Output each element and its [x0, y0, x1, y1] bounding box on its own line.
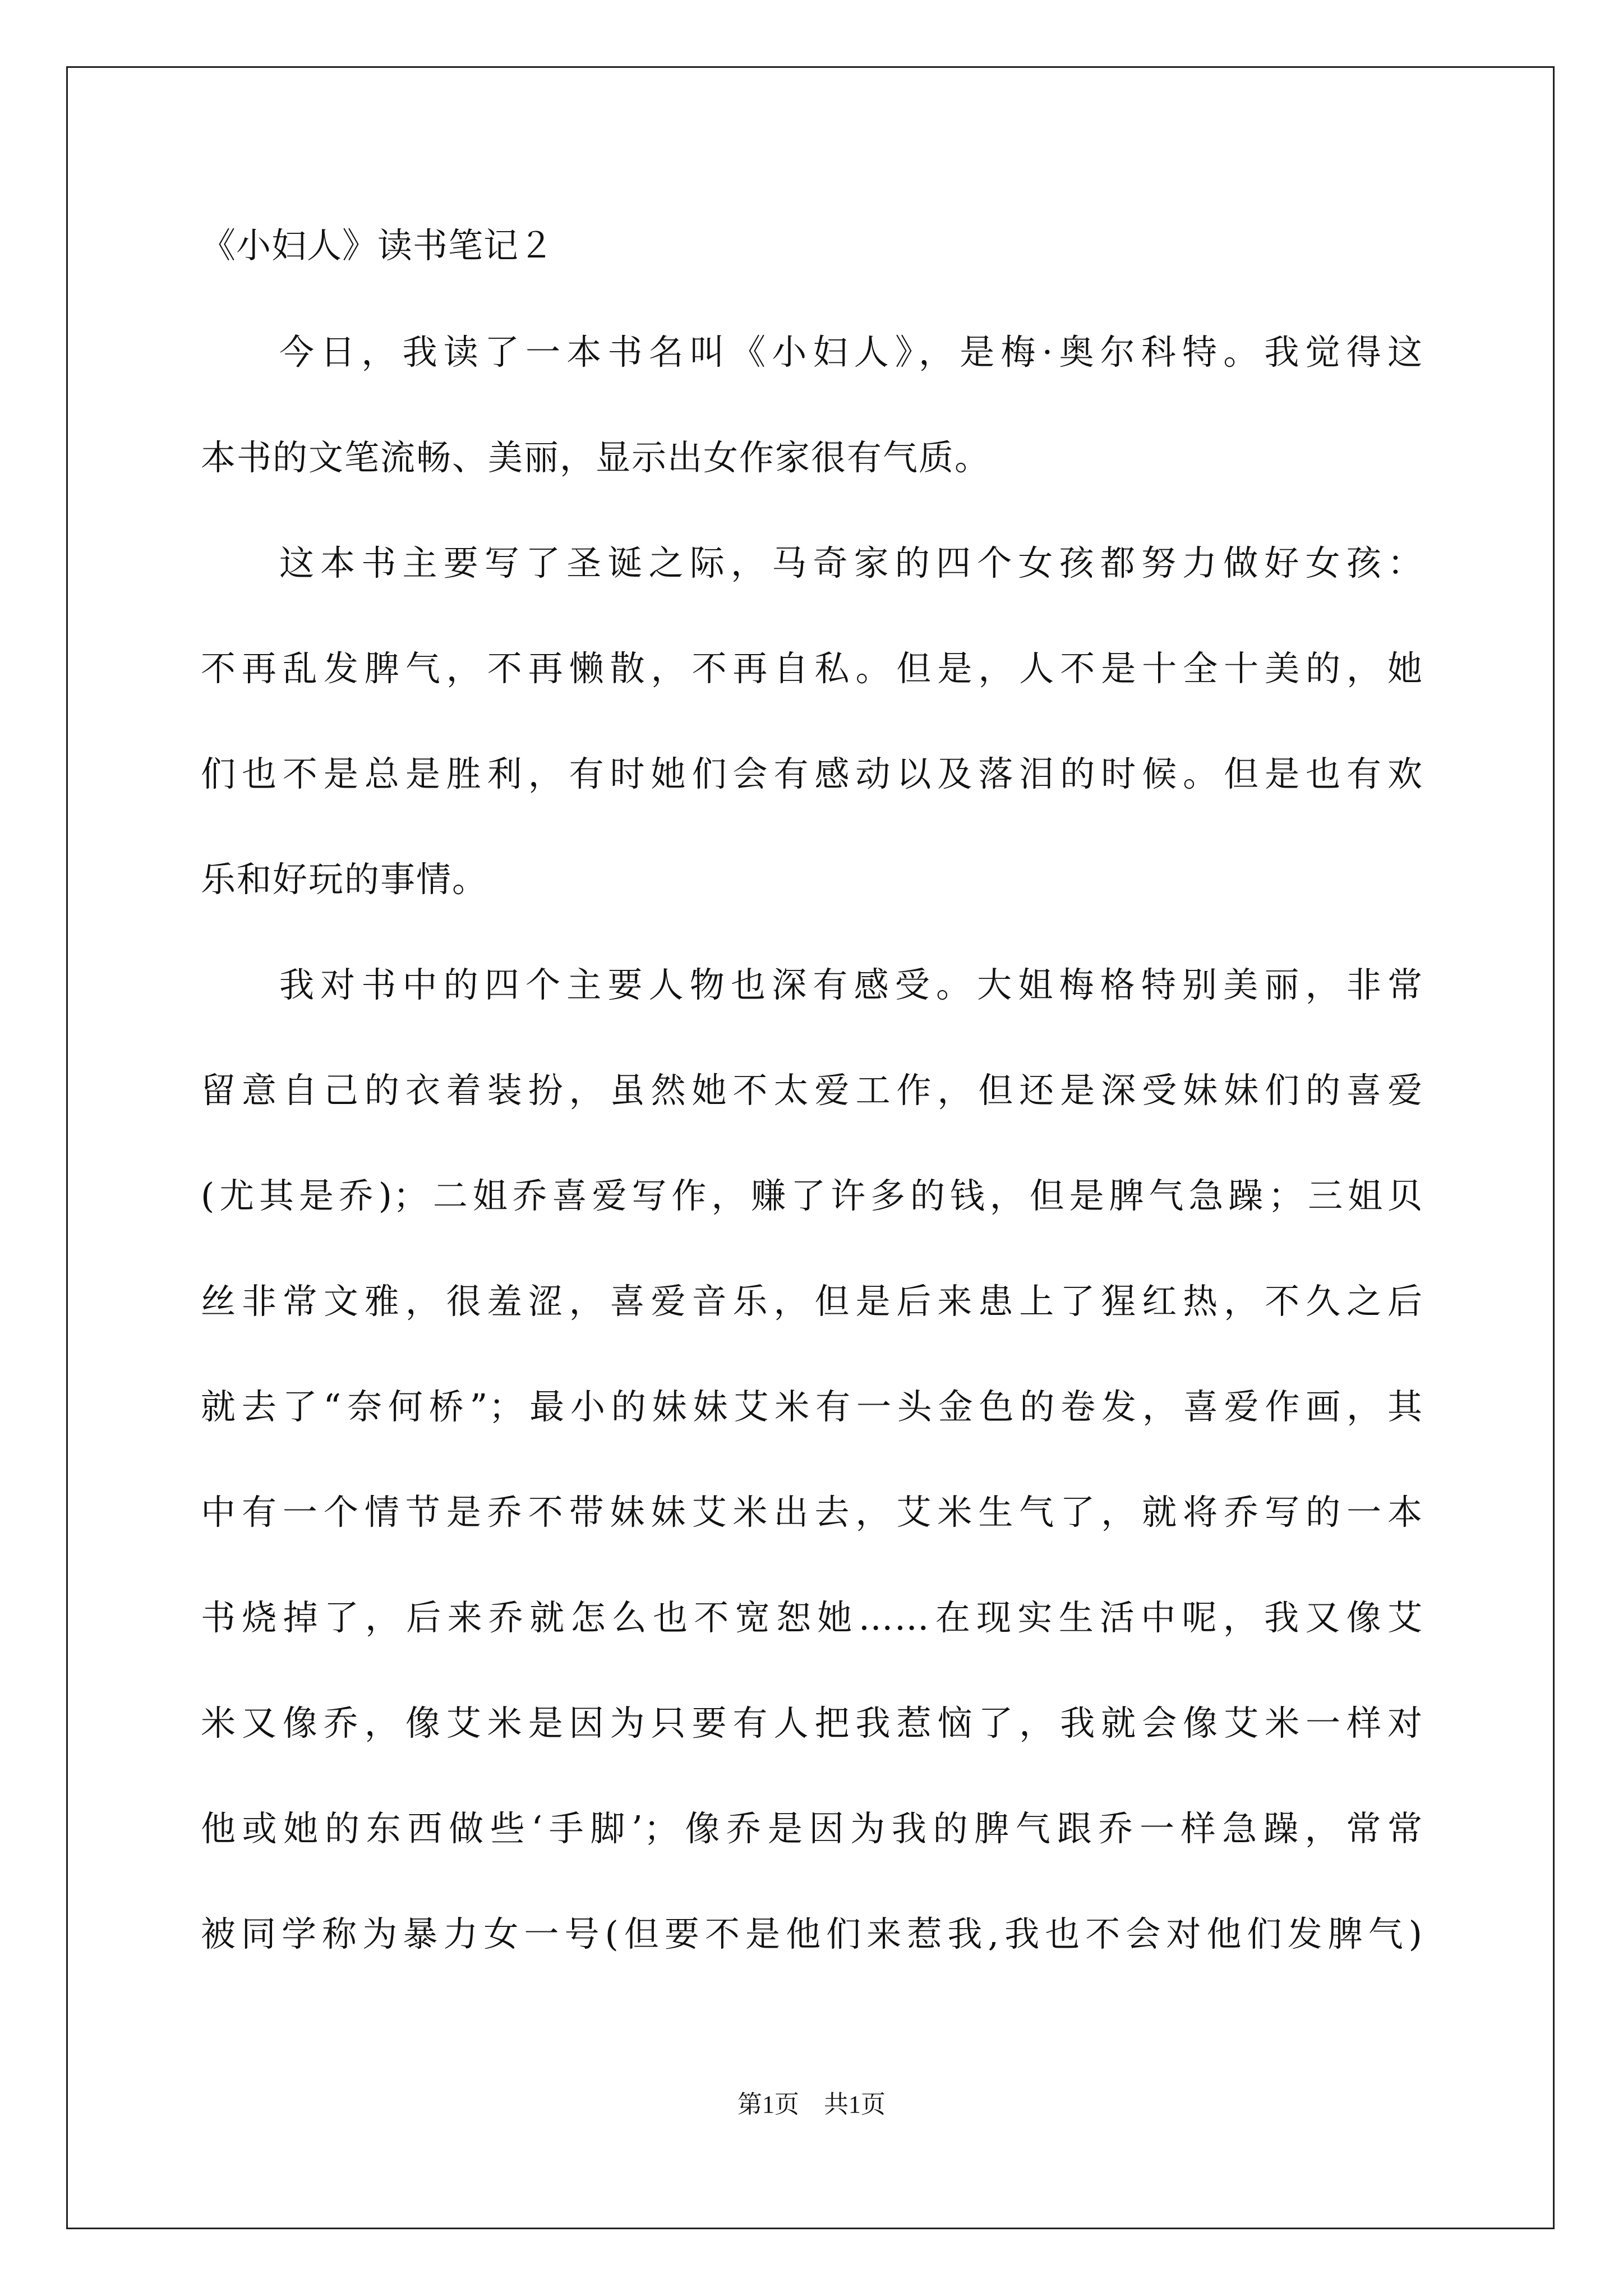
paragraph-2-line-3: 们也不是总是胜利，有时她们会有感动以及落泪的时候。但是也有欢: [201, 753, 1423, 794]
page-border: [66, 66, 1555, 2229]
paragraph-3-line-1: 我对书中的四个主要人物也深有感受。大姐梅格特别美丽，非常: [279, 964, 1423, 1005]
page-number: 第1页: [737, 2091, 799, 2118]
paragraph-1-line-2: 本书的文笔流畅、美丽，显示出女作家很有气质。: [201, 437, 991, 478]
paragraph-3-line-9: 他或她的东西做些‘手脚’；像乔是因为我的脾气跟乔一样急躁，常常: [201, 1808, 1423, 1849]
paragraph-3-line-7: 书烧掉了，后来乔就怎么也不宽恕她……在现实生活中呢，我又像艾: [201, 1597, 1423, 1638]
paragraph-2-line-1: 这本书主要写了圣诞之际，马奇家的四个女孩都努力做好女孩：: [279, 542, 1423, 583]
paragraph-2-line-2: 不再乱发脾气，不再懒散，不再自私。但是，人不是十全十美的，她: [201, 648, 1423, 689]
paragraph-3-line-6: 中有一个情节是乔不带妹妹艾米出去，艾米生气了，就将乔写的一本: [201, 1492, 1423, 1533]
paragraph-3-line-2: 留意自己的衣着装扮，虽然她不太爱工作，但还是深受妹妹们的喜爱: [201, 1070, 1423, 1111]
paragraph-2-line-4: 乐和好玩的事情。: [201, 859, 488, 900]
paragraph-3-line-8: 米又像乔，像艾米是因为只要有人把我惹恼了，我就会像艾米一样对: [201, 1703, 1423, 1743]
paragraph-3-line-3: (尤其是乔)；二姐乔喜爱写作，赚了许多的钱，但是脾气急躁；三姐贝: [201, 1175, 1423, 1216]
page-total: 共1页: [824, 2091, 886, 2118]
page-footer: [0, 2089, 1623, 2120]
paragraph-3-line-4: 丝非常文雅，很羞涩，喜爱音乐，但是后来患上了猩红热，不久之后: [201, 1281, 1423, 1322]
document-title: 《小妇人》读书笔记２: [201, 225, 555, 266]
paragraph-3-line-5: 就去了“奈何桥”；最小的妹妹艾米有一头金色的卷发，喜爱作画，其: [201, 1386, 1423, 1427]
paragraph-3-line-10: 被同学称为暴力女一号(但要不是他们来惹我,我也不会对他们发脾气): [201, 1913, 1423, 1954]
paragraph-1-line-1: 今日，我读了一本书名叫《小妇人》，是梅·奥尔科特。我觉得这: [279, 332, 1423, 372]
